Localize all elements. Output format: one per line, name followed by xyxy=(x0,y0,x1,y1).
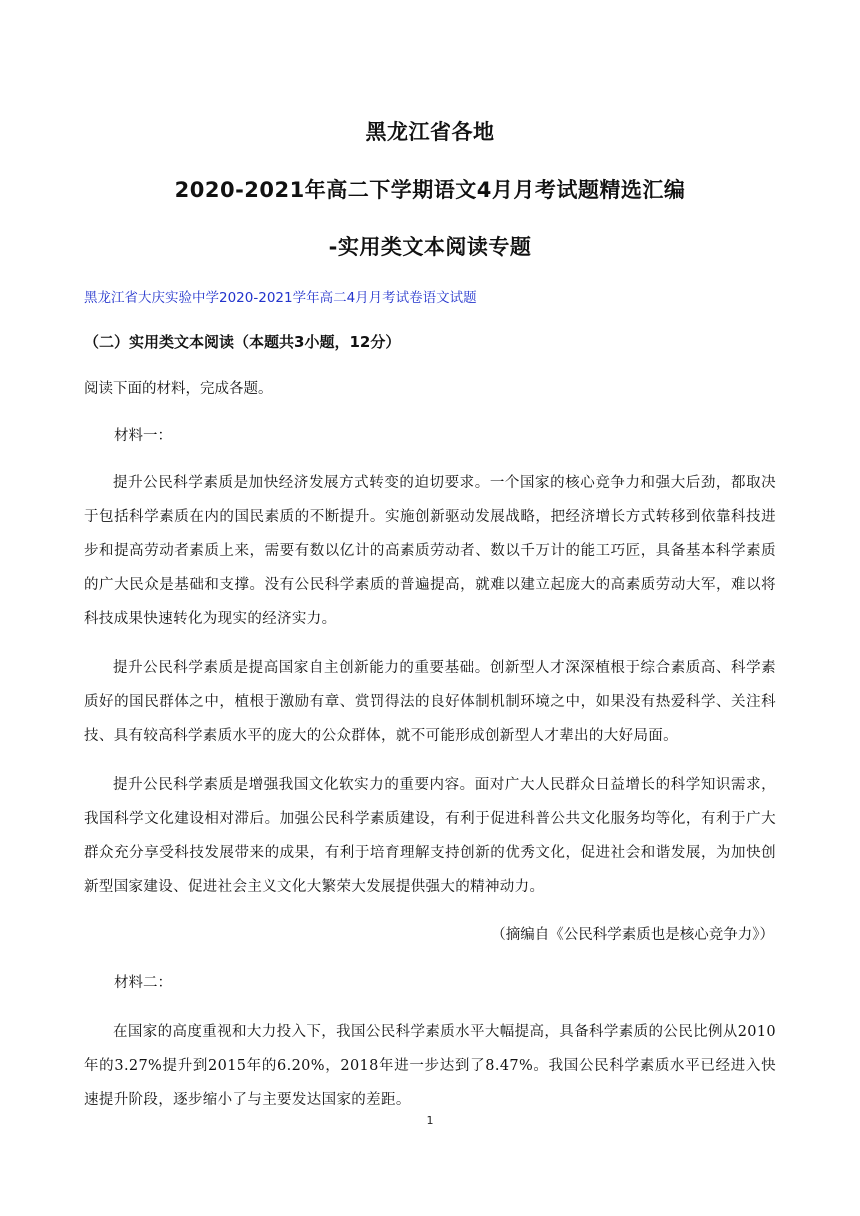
title-topic: -实用类文本阅读专题 xyxy=(328,235,532,259)
title-region: 黑龙江省各地 xyxy=(365,120,495,144)
material-one-paragraph-3: 提升公民科学素质是增强我国文化软实力的重要内容。面对广大人民群众日益增长的科学知识需求，我国科学文化建设相对滞后。加强公民科学素质建设，有利于促进科普公共文化服务均等化，有利于广大群众充分享受科技发展带来的成果，有利于培育理解支持创新的优秀文化，促进社会和谐发展，为加快创新型国家建设、促进社会主义文化大繁荣大发展提供强大的精神动力。 xyxy=(84,777,776,895)
material-one-citation: （摘编自《公民科学素质也是核心竞争力》） xyxy=(491,927,774,943)
instruction-text: 阅读下面的材料，完成各题。 xyxy=(84,381,273,397)
page-number: 1 xyxy=(426,1114,434,1127)
source-link[interactable]: 黑龙江省大庆实验中学2020-2021学年高二4月月考试卷语文试题 xyxy=(84,290,477,306)
material-one-paragraph-1: 提升公民科学素质是加快经济发展方式转变的迫切要求。一个国家的核心竞争力和强大后劲，都取决于包括科学素质在内的国民素质的不断提升。实施创新驱动发展战略，把经济增长方式转移到依靠科技进步和提高劳动者素质上来，需要有数以亿计的高素质劳动者、数以千万计的能工巧匠，具备基本科学素质的广大民众是基础和支撑。没有公民科学素质的普遍提高，就难以建立起庞大的高素质劳动大军，难以将科技成果快速转化为现实的经济实力。 xyxy=(84,475,776,627)
material-one-label: 材料一： xyxy=(114,428,172,444)
material-one-paragraph-2: 提升公民科学素质是提高国家自主创新能力的重要基础。创新型人才深深植根于综合素质高、科学素质好的国民群体之中，植根于激励有章、赏罚得法的良好体制机制环境之中，如果没有热爱科学、关注科技、具有较高科学素质水平的庞大的公众群体，就不可能形成创新型人才辈出的大好局面。 xyxy=(84,660,776,744)
title-exam: 2020-2021年高二下学期语文4月月考试题精选汇编 xyxy=(174,178,686,202)
material-two-paragraph-1: 在国家的高度重视和大力投入下，我国公民科学素质水平大幅提高，具备科学素质的公民比例从2010年的3.27%提升到2015年的6.20%，2018年进一步达到了8.47%。我国公民科学素质水平已经进入快速提升阶段，逐步缩小了与主要发达国家的差距。 xyxy=(84,1024,776,1108)
section-heading: （二）实用类文本阅读（本题共3小题，12分） xyxy=(84,333,401,351)
material-two-label: 材料二： xyxy=(114,975,172,991)
